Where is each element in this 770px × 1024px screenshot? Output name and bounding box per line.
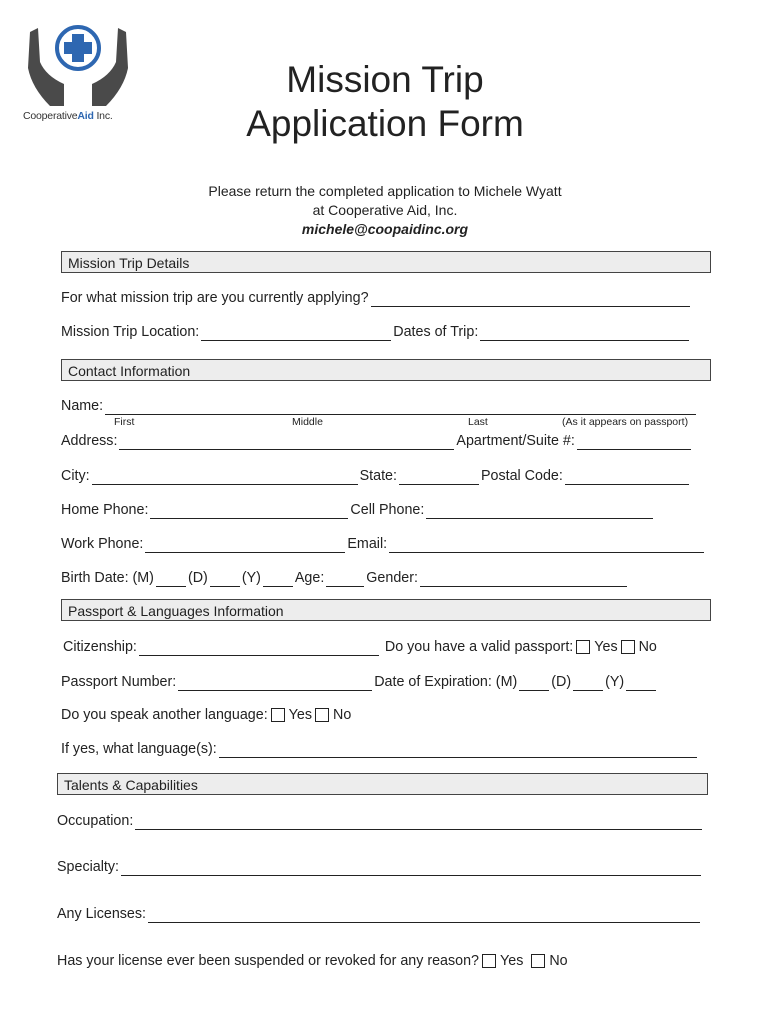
license-suspended-no-checkbox[interactable] <box>531 954 545 968</box>
birth-day-input[interactable] <box>210 572 240 587</box>
section-passport-languages: Passport & Languages Information <box>61 599 711 621</box>
age-input[interactable] <box>326 572 364 587</box>
section-contact-information: Contact Information <box>61 359 711 381</box>
section-talents-capabilities: Talents & Capabilities <box>57 773 708 795</box>
row-city-state-postal: City: State: Postal Code: <box>61 467 691 485</box>
languages-input[interactable] <box>219 743 697 758</box>
passport-number-input[interactable] <box>178 676 372 691</box>
hands-cross-icon <box>20 22 136 110</box>
row-phones: Home Phone: Cell Phone: <box>61 501 655 519</box>
gender-input[interactable] <box>420 572 627 587</box>
expiration-day-input[interactable] <box>573 676 603 691</box>
row-birth-age-gender: Birth Date: (M) (D) (Y) Age: Gender: <box>61 569 629 587</box>
name-first-label: First <box>114 416 135 428</box>
row-specialty: Specialty: <box>57 858 703 876</box>
contact-email[interactable]: michele@coopaidinc.org <box>301 221 469 237</box>
home-phone-input[interactable] <box>150 504 348 519</box>
name-last-label: Last <box>468 416 488 428</box>
name-input[interactable] <box>105 400 696 415</box>
state-input[interactable] <box>399 470 479 485</box>
name-middle-label: Middle <box>292 416 323 428</box>
cell-phone-input[interactable] <box>426 504 653 519</box>
language-no-checkbox[interactable] <box>315 708 329 722</box>
mission-trip-input[interactable] <box>371 292 690 307</box>
row-occupation: Occupation: <box>57 812 704 830</box>
citizenship-input[interactable] <box>139 641 379 656</box>
work-phone-input[interactable] <box>145 538 345 553</box>
apartment-input[interactable] <box>577 435 691 450</box>
row-location-dates: Mission Trip Location: Dates of Trip: <box>61 323 691 341</box>
logo-wordmark: CooperativeAid Inc. <box>23 110 113 122</box>
birth-month-input[interactable] <box>156 572 186 587</box>
row-licenses: Any Licenses: <box>57 905 702 923</box>
occupation-input[interactable] <box>135 815 702 830</box>
passport-yes-checkbox[interactable] <box>576 640 590 654</box>
address-input[interactable] <box>119 435 454 450</box>
dates-input[interactable] <box>480 326 689 341</box>
name-passport-note: (As it appears on passport) <box>562 416 689 428</box>
location-input[interactable] <box>201 326 391 341</box>
row-passport-number-expiration: Passport Number: Date of Expiration: (M) (D) (Y) <box>61 673 701 691</box>
city-input[interactable] <box>92 470 358 485</box>
row-name: Name: <box>61 397 698 415</box>
row-address: Address: Apartment/Suite #: <box>61 432 693 450</box>
postal-code-input[interactable] <box>565 470 689 485</box>
expiration-year-input[interactable] <box>626 676 656 691</box>
row-license-suspended: Has your license ever been suspended or revoked for any reason? Yes No <box>57 953 568 969</box>
company-logo <box>20 22 136 132</box>
row-another-language: Do you speak another language: Yes No <box>61 707 352 723</box>
email-input[interactable] <box>389 538 704 553</box>
page-title: Mission Trip Application Form <box>246 59 524 144</box>
row-work-email: Work Phone: Email: <box>61 535 706 553</box>
intro-text: Please return the completed application to Michele Wyatt at Cooperative Aid, Inc. michele@coopaidinc.org <box>160 182 610 239</box>
birth-year-input[interactable] <box>263 572 293 587</box>
row-mission-trip: For what mission trip are you currently applying? <box>61 289 692 307</box>
section-mission-trip-details: Mission Trip Details <box>61 251 711 273</box>
row-citizenship-passport: Citizenship: Do you have a valid passport: Yes No <box>63 639 657 655</box>
row-languages: If yes, what language(s): <box>61 740 699 758</box>
passport-no-checkbox[interactable] <box>621 640 635 654</box>
language-yes-checkbox[interactable] <box>271 708 285 722</box>
licenses-input[interactable] <box>148 908 700 923</box>
expiration-month-input[interactable] <box>519 676 549 691</box>
license-suspended-yes-checkbox[interactable] <box>482 954 496 968</box>
specialty-input[interactable] <box>121 861 701 876</box>
